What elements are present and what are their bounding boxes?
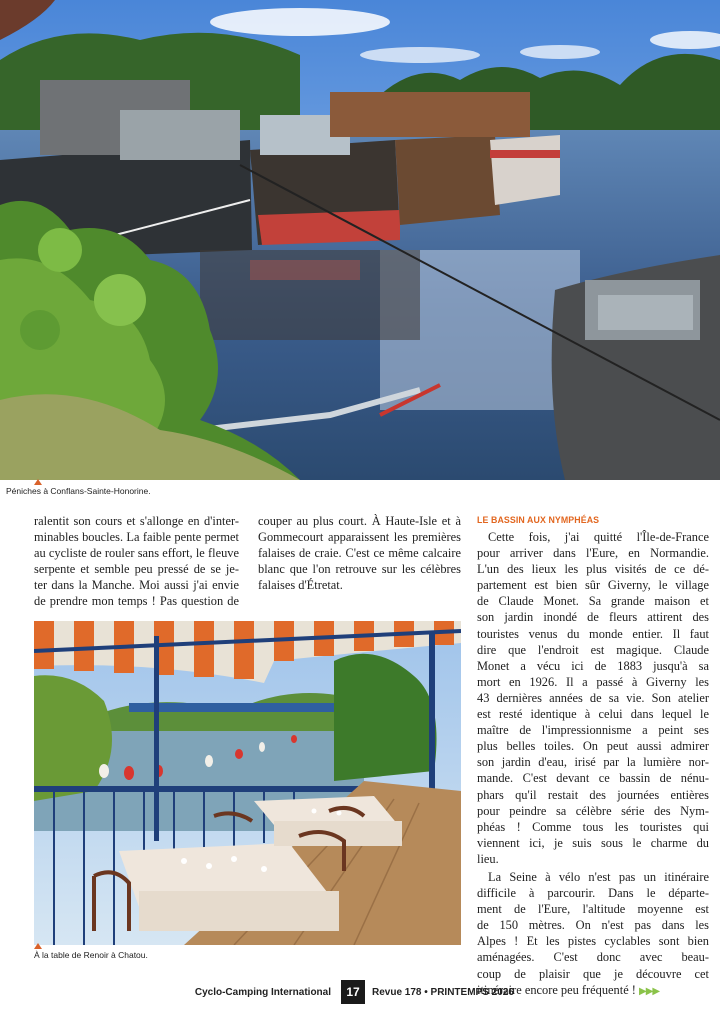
page-footer xyxy=(0,980,720,1010)
text-line: Cette fois, j'ai quitté l'Île-de-France xyxy=(488,530,709,544)
text-line: de prendre mon temps ! Pas question de xyxy=(34,594,239,609)
text-line: phars qu'il restait des journées entières xyxy=(477,787,709,802)
text-line: ter dans la Manche. Moi aussi j'ai envie xyxy=(34,578,239,593)
text-line: La Seine à vélo n'est pas un itinéraire xyxy=(488,870,709,884)
text-line: est resté identique à celui dans lequel le xyxy=(477,707,709,722)
text-line-content: itinéraire encore peu fréquenté ! xyxy=(477,982,636,997)
text-line: aménagées. C'est donc avec beau- xyxy=(477,950,709,965)
text-line: maître de l'impressionnisme a peint ses xyxy=(477,723,709,738)
text-line: touristes venus du monde entier. Il faut xyxy=(477,626,709,641)
text-line: mande. C'est devant ce bassin de nénu- xyxy=(477,771,709,786)
text-line: de Claude Monet. Sa grande maison et xyxy=(477,594,709,609)
text-line: blanc que l'on retrouve sur les célèbres xyxy=(258,562,461,577)
text-line: son jardin inondé de fleurs attirent des xyxy=(477,610,709,625)
text-line: son jardin d'eau, irisé par la lumière nor- xyxy=(477,755,709,770)
issue-info: Revue 178 • PRINTEMPS 2026 xyxy=(372,987,514,998)
text-line: au cycliste de rouler sans effort, le fleuve xyxy=(34,546,239,561)
text-line: difficile à parcourir. Dans le départe- xyxy=(477,886,709,901)
text-line: 43 dernières années de sa vie. Son atelier xyxy=(477,690,709,705)
text-line: dire que l'endroit est magique. Claude xyxy=(477,642,709,657)
magazine-name: Cyclo-Camping International xyxy=(194,987,331,998)
text-line: falaises de craie. C'est ce même calcaire xyxy=(258,546,461,561)
text-line: falaises d'Étretat. xyxy=(258,578,343,593)
text-line: partement est bien sûr Giverny, le village xyxy=(477,578,709,593)
text-line: ment de l'Eure, l'altitude moyenne est xyxy=(477,902,709,917)
article-paragraph-nympheas xyxy=(477,529,709,867)
text-line: mort en 1926. Il a passé à Giverny les xyxy=(477,674,709,689)
text-line: pour arriver dans l'Eure, en Normandie. xyxy=(477,546,709,561)
text-line: ralentit son cours et s'allonge en d'inter- xyxy=(34,514,239,528)
text-line: Monet a vécu ici de 1883 jusqu'à sa xyxy=(477,658,709,673)
photo-caption-renoir: À la table de Renoir à Chatou. xyxy=(34,950,148,960)
section-heading: LE BASSIN AUX NYMPHÉAS xyxy=(477,515,600,525)
text-line: Gommecourt apparaissent les premières xyxy=(258,530,461,545)
text-line: serpente et semble peu pressé de se je- xyxy=(34,562,239,577)
text-line: minables boucles. La faible pente permet xyxy=(34,530,239,545)
photo-caption-barges: Péniches à Conflans-Sainte-Honorine. xyxy=(6,486,151,496)
article-paragraph-col0 xyxy=(34,513,239,610)
text-line: lieu. xyxy=(477,851,499,866)
end-of-article-arrows-icon: ▶▶▶ xyxy=(639,985,660,997)
text-line: coup de plaisir que je découvre cet xyxy=(477,966,709,981)
text-line: Alpes ! Et les pistes cyclables sont bien xyxy=(477,934,709,949)
photo-barges xyxy=(0,0,720,480)
text-line: phéas ! Comme tous les touristes qui xyxy=(477,819,709,834)
text-line: couper au plus court. À Haute-Isle et à xyxy=(258,514,461,528)
text-line: L'un des lieux les plus visités de ce dé- xyxy=(477,562,709,577)
photo-renoir-terrace xyxy=(34,621,461,945)
text-line: pour peindre sa célèbre série des Nym- xyxy=(477,803,709,818)
text-line: viennent ici, je suis sous le charme du xyxy=(477,835,709,850)
text-line: plus belles toiles. On peut aussi admirer xyxy=(477,739,709,754)
article-paragraph-col1 xyxy=(258,513,461,593)
text-line: de 150 mètres. On n'est pas dans les xyxy=(477,918,709,933)
page-number: 17 xyxy=(341,980,365,1004)
